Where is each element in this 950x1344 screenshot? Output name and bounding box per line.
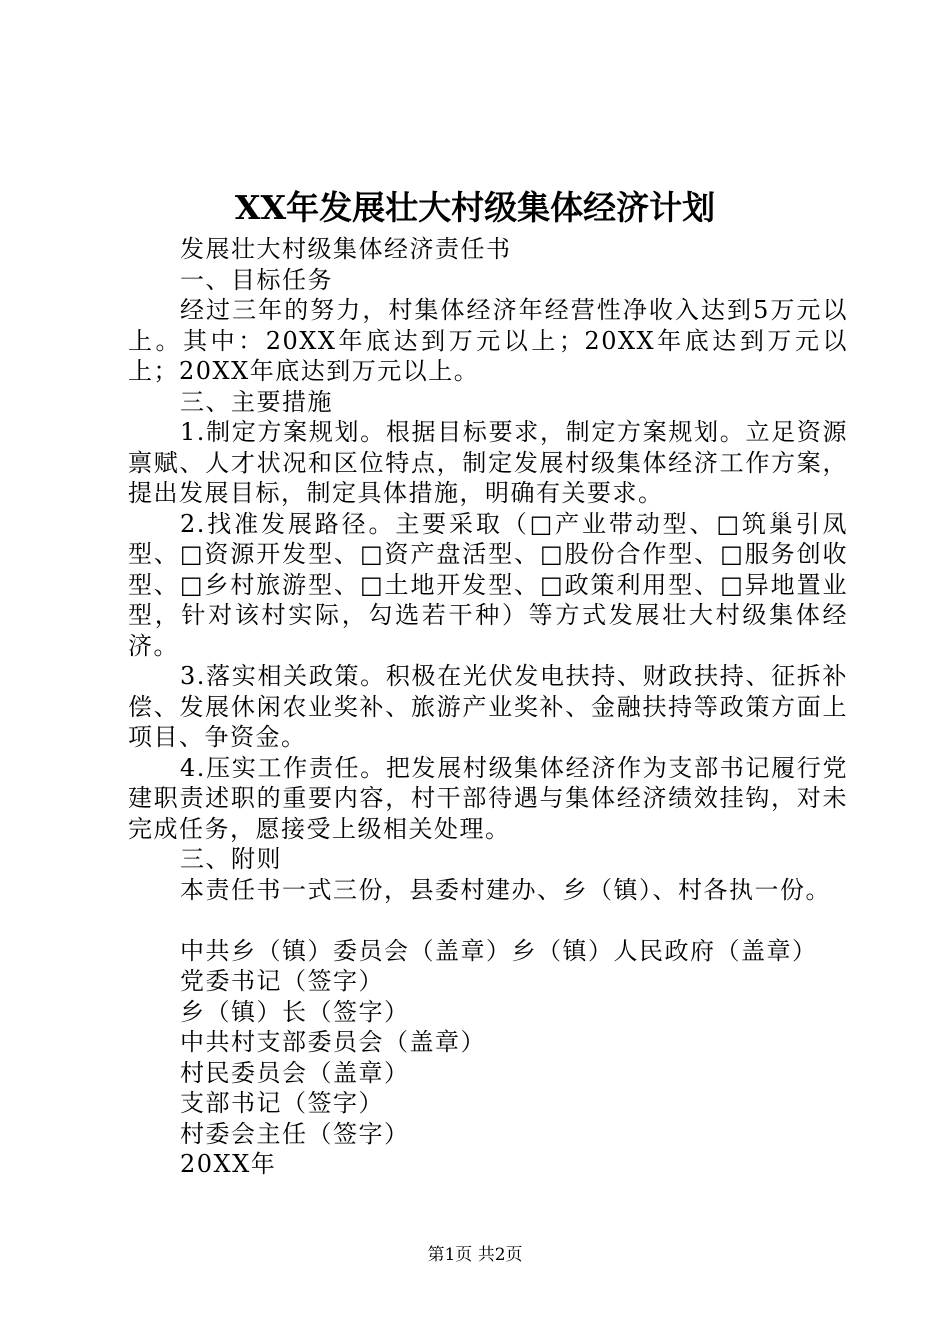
paragraph-section-goals: 一、目标任务 — [180, 265, 333, 294]
paragraph-goals-detail: 经过三年的努力，村集体经济年经营性净收入达到5万元以上。其中：20XX年底达到万元以上；20XX年底达到万元以上；20XX年底达到万元以上。 — [128, 296, 848, 385]
page-number-footer: 第1页 共2页 — [427, 1245, 523, 1265]
document-title: XX年发展壮大村级集体经济计划 — [234, 188, 716, 227]
signature-line-year: 20XX年 — [180, 1150, 277, 1178]
paragraph-heading-responsibility: 发展壮大村级集体经济责任书 — [180, 235, 512, 263]
signature-line-branch-secretary: 支部书记（签字） — [180, 1089, 384, 1117]
signature-line-village-branch: 中共村支部委员会（盖章） — [180, 1028, 486, 1056]
paragraph-measure-2: 2.找准发展路径。主要采取（□产业带动型、□筑巢引凤型、□资源开发型、□资产盘活型、□股份合作型、□服务创收型、□乡村旅游型、□土地开发型、□政策利用型、□异地置业型，针对该村实际，勾选若干种）等方式发展壮大村级集体经济。 — [128, 509, 848, 660]
blank-line — [128, 905, 848, 936]
signature-line-township-head: 乡（镇）长（签字） — [180, 997, 410, 1026]
paragraph-measure-1: 1.制定方案规划。根据目标要求，制定方案规划。立足资源禀赋、人才状况和区位特点，制定发展村级集体经济工作方案，提出发展目标，制定具体措施，明确有关要求。 — [128, 418, 848, 507]
document-body — [128, 234, 848, 1180]
signature-line-committee-director: 村委会主任（签字） — [180, 1119, 410, 1148]
signature-line-party-secretary: 党委书记（签字） — [180, 967, 384, 995]
paragraph-section-appendix: 三、附则 — [180, 845, 282, 873]
signature-line-party-committee: 中共乡（镇）委员会（盖章）乡（镇）人民政府（盖章） — [180, 936, 818, 965]
signature-line-villagers-committee: 村民委员会（盖章） — [180, 1058, 410, 1087]
paragraph-section-measures: 三、主要措施 — [180, 387, 333, 416]
paragraph-appendix-detail: 本责任书一式三份，县委村建办、乡（镇）、村各执一份。 — [180, 875, 831, 904]
paragraph-measure-3: 3.落实相关政策。积极在光伏发电扶持、财政扶持、征拆补偿、发展休闲农业奖补、旅游产业奖补、金融扶持等政策方面上项目、争资金。 — [128, 662, 848, 751]
paragraph-measure-4: 4.压实工作责任。把发展村级集体经济作为支部书记履行党建职责述职的重要内容，村干部待遇与集体经济绩效挂钩，对未完成任务，愿接受上级相关处理。 — [128, 753, 848, 843]
